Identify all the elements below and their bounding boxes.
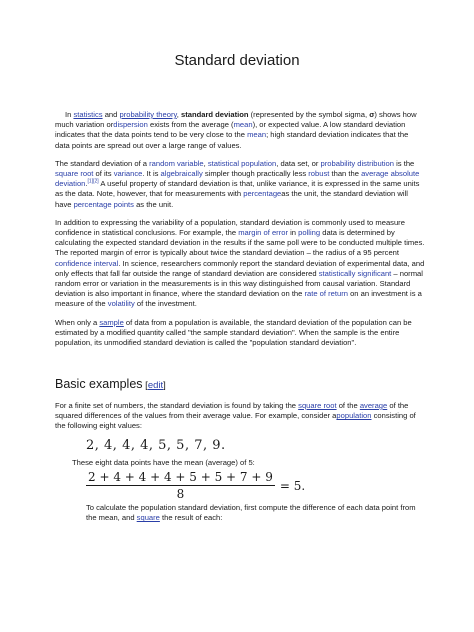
text: A useful property of standard deviation is that, unlike variance, it is expressed in the same units as the data. Note, however, that for measurements with bbox=[55, 179, 420, 199]
text: of the investment. bbox=[134, 299, 197, 309]
text: consisting of the following eight values: bbox=[55, 411, 416, 431]
citation-link[interactable]: [1][2] bbox=[87, 178, 99, 185]
link-confidence-interval[interactable]: confidence interval bbox=[55, 258, 119, 268]
sigma-symbol: σ bbox=[369, 110, 375, 119]
text: of the squared differences of the values from their average value. For example, consider a bbox=[55, 401, 409, 421]
bold-term: standard deviation bbox=[180, 110, 249, 119]
link-dispersion[interactable]: dispersion bbox=[113, 120, 148, 130]
link-population[interactable]: population bbox=[336, 411, 372, 421]
text: is the bbox=[394, 158, 415, 168]
link-probability-theory[interactable]: probability theory bbox=[119, 110, 177, 119]
link-statistically-significant[interactable]: statistically significant bbox=[318, 268, 392, 278]
text: of the bbox=[336, 401, 360, 410]
text: For a finite set of numbers, the standard deviation is found by taking the bbox=[55, 401, 299, 410]
link-probability-distribution[interactable]: probability distribution bbox=[320, 158, 394, 168]
page-title: Standard deviation bbox=[174, 52, 300, 69]
text: the result of each: bbox=[159, 513, 223, 523]
link-margin-of-error[interactable]: margin of error bbox=[238, 228, 288, 238]
paragraph-definition bbox=[55, 159, 425, 210]
link-percentage-points[interactable]: percentage points bbox=[73, 199, 134, 209]
link-mean[interactable]: mean bbox=[233, 120, 253, 130]
formula-numerator: 2 + 4 + 4 + 4 + 5 + 5 + 7 + 9 bbox=[88, 470, 273, 484]
text: than the bbox=[329, 169, 362, 179]
link-mean-2[interactable]: mean bbox=[247, 130, 267, 140]
article-body bbox=[55, 110, 425, 356]
text: To calculate the population standard deviation, first compute the difference of each data point from the mean, and bbox=[86, 503, 416, 523]
paragraph-example-intro bbox=[55, 401, 425, 432]
heading-text: Basic examples bbox=[55, 377, 143, 391]
text: – normal random error or variation in the measurements is in this way distinguished from causal variation. Standard deviation is also important in finance, where the standard deviation on the bbox=[55, 268, 423, 299]
text: (represented by the symbol sigma, bbox=[248, 110, 370, 119]
link-polling[interactable]: polling bbox=[298, 228, 321, 238]
link-square-root-2[interactable]: square root bbox=[298, 401, 337, 410]
paragraph-intro bbox=[55, 110, 425, 151]
text: exists from the average ( bbox=[147, 120, 234, 130]
text: . It is bbox=[142, 169, 161, 179]
text: In addition to expressing the variability of a population, standard deviation is commonly used to measure confidence in statistical conclusions. For example, the bbox=[55, 217, 405, 238]
mean-formula bbox=[86, 470, 305, 502]
formula-denominator: 8 bbox=[176, 487, 185, 501]
text: . bbox=[85, 179, 88, 189]
text: as the unit. bbox=[133, 199, 174, 209]
math-values: 2, 4, 4, 4, 5, 5, 7, 9. bbox=[86, 438, 226, 453]
link-square-root[interactable]: square root bbox=[55, 169, 94, 179]
text: data is determined by calculating the expected standard deviation in the results if the same poll were to be conducted multiple times. The reported margin of error is typically about twice the standard deviation – the radius of a 95 percent bbox=[55, 228, 425, 258]
link-statistical-population[interactable]: statistical population bbox=[207, 158, 277, 168]
paragraph-difference bbox=[86, 503, 426, 523]
text: ; high standard deviation indicates that the data points are spread out over a large range of values. bbox=[55, 130, 409, 150]
bracket: ] bbox=[163, 380, 166, 391]
text: simpler though practically less bbox=[202, 169, 309, 179]
text: of its bbox=[93, 169, 114, 179]
section-body bbox=[55, 401, 425, 440]
paragraph-sample bbox=[55, 318, 425, 349]
link-variance[interactable]: variance bbox=[113, 169, 143, 179]
text: . In science, researchers commonly report the standard deviation of experimental data, and only effects that fall far outside the range of standard deviation are considered bbox=[55, 258, 425, 278]
text: , bbox=[203, 158, 208, 168]
text: in bbox=[288, 228, 299, 238]
text: , data set, or bbox=[276, 158, 321, 168]
text: , bbox=[176, 110, 181, 119]
text: In bbox=[65, 110, 74, 119]
edit-link[interactable]: edit bbox=[147, 380, 164, 391]
bracket: [ bbox=[142, 380, 148, 391]
link-average[interactable]: average bbox=[359, 401, 388, 410]
formula-result: = 5. bbox=[279, 479, 306, 493]
text: as the unit, the standard deviation will have bbox=[55, 189, 408, 209]
link-random-variable[interactable]: random variable bbox=[149, 158, 204, 168]
text: and bbox=[102, 110, 120, 119]
link-volatility[interactable]: volatility bbox=[107, 299, 135, 309]
text: of data from a population is available, the standard deviation of the population can be estimated by a modified quantity called "the sample standard deviation". When the sample is the entire population, its unmodified standard deviation is called the "population standard deviation". bbox=[55, 317, 412, 348]
section-heading bbox=[55, 377, 166, 391]
link-percentage[interactable]: percentage bbox=[243, 189, 282, 199]
link-algebraically[interactable]: algebraically bbox=[160, 169, 203, 179]
link-square[interactable]: square bbox=[136, 513, 160, 523]
link-sample[interactable]: sample bbox=[99, 317, 124, 327]
link-robust[interactable]: robust bbox=[308, 169, 330, 179]
text: The standard deviation of a bbox=[55, 158, 150, 168]
text: ), or expected value. A low standard deviation indicates that the data points tend to be very close to the bbox=[55, 120, 406, 140]
text: When only a bbox=[55, 317, 100, 327]
mean-intro-text: These eight data points have the mean (average) of 5: bbox=[72, 458, 255, 467]
link-statistics[interactable]: statistics bbox=[73, 110, 103, 119]
link-average-absolute-deviation[interactable]: average absolute deviation bbox=[55, 169, 420, 189]
text: on an investment is a measure of the bbox=[55, 289, 422, 309]
text: ) shows how much variation or bbox=[55, 110, 417, 130]
link-rate-of-return[interactable]: rate of return bbox=[304, 289, 348, 299]
paragraph-confidence bbox=[55, 218, 425, 310]
